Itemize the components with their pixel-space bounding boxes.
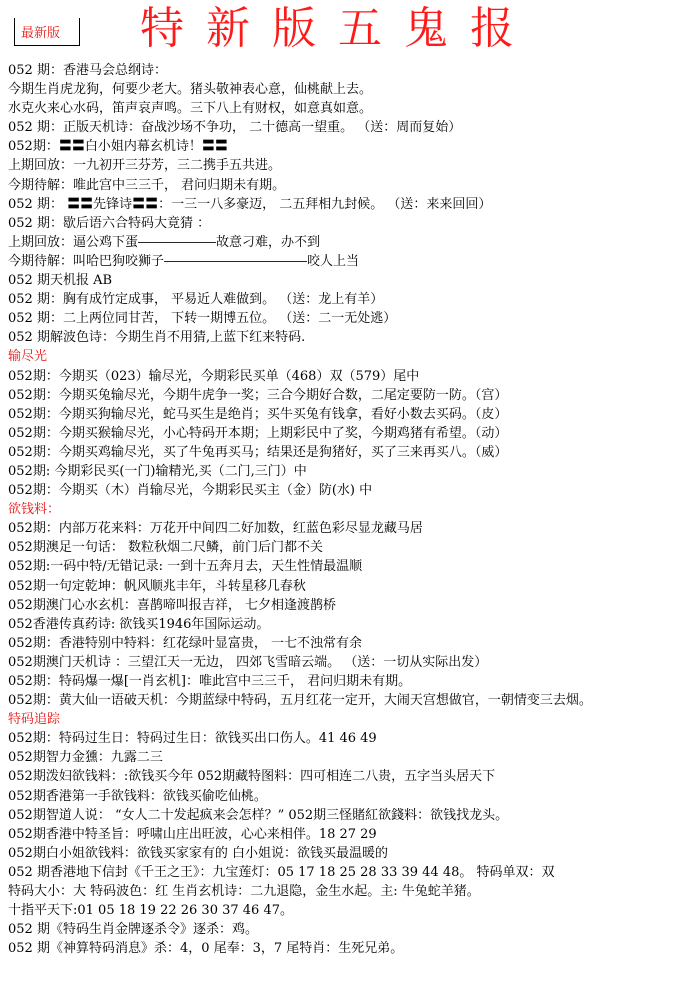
text-line: 052 期天机报 AB [8,273,113,289]
text-line: 052期香港中特圣旨：呼啸山庄出旺波，心心来相伴。18 27 29 [8,826,377,842]
text-line: 052期香港第一手欲钱料：欲钱买偷吃仙桃。 [8,788,267,804]
text-line: 052期：今期买狗输尽光，蛇马买生是绝肖；买牛买兔有钱拿，看好小数去买码。（皮） [8,406,508,422]
edition-label: 最新版 [21,26,61,41]
text-line: 052 期：二上两位同甘苦， 下转一期博五位。 （送：二一无处逃） [8,311,397,327]
text-line: 今期生肖虎龙狗，何要少老大。猪头敬神表心意，仙桃献上去。 [8,82,373,98]
text-line: 052 期《神算特码消息》杀：4，0 尾奉：3，7 尾特肖：生死兄弟。 [8,941,404,957]
text-line: 052期：〓〓白小姐内幕玄机诗！〓〓 [8,139,228,155]
page-title: 特新版五鬼报 [140,3,536,54]
text-line: 052期：今期买（023）输尽光，今期彩民买单（468）双（579）尾中 [8,368,420,384]
section-heading: 欲钱料： [8,502,61,518]
text-line: 052期智力金獯：九露二三 [8,750,163,766]
text-line: 052 期：歇后语六合特码大竟猜 ： [8,215,211,231]
text-line: 052期：香港特别中特料：红花绿叶显富贵， 一七不浊常有余 [8,635,362,651]
text-line: 今期待解：唯此宫中三三千， 君问归期未有期。 [8,177,286,193]
text-line: 052期：今期买兔输尽光，今期牛虎争一奖；三合今期好合数，二尾定要防一防。（宫） [8,387,508,403]
text-line: 052 期解波色诗：今期生肖不用猜,上蓝下红来特码. [8,330,306,346]
text-line: 052期一句定乾坤：帆风顺兆丰年，斗转星移几春秋 [8,578,306,594]
text-line: 052 期：正版天机诗：奋战沙场不争功， 二十德高一望重。 （送：周而复始） [8,120,462,136]
text-line: 052期：今期买（木）肖输尽光，今期彩民买主（金）防(水) 中 [8,483,373,499]
text-line: 052 期： 〓〓先锋诗〓〓：一三一八多豪迈， 二五拜相九封候。 （送：来来回回） [8,196,492,212]
document-body [8,61,692,958]
text-line: 052期：今期买鸡输尽光，买了牛兔再买马；结果还是狗猪好，买了三来再买八。（威） [8,444,508,460]
text-line: 052期澳门天机诗 ：三望江天一无边， 四郊飞雪暗云端。 （送：一切从实际出发） [8,654,488,670]
header [0,0,696,60]
text-line: 052香港传真药诗: 欲钱买1946年国际运动。 [8,616,270,632]
text-line: 052 期：香港马会总纲诗： [8,63,167,78]
text-line: 今期待解：叫哈巴狗咬狮子―――――――――――咬人上当 [8,253,360,269]
text-line: 052期智道人说： “女人二十发起疯来会怎样？” 052期三怪賭紅欲錢料：欲钱找龙头。 [8,807,509,823]
text-line: 052期: 今期彩民买(一门)输精光,买（二门,三门）中 [8,463,307,479]
text-line: 052期：特码过生日：特码过生日：欲钱买出口伤人。41 46 49 [8,731,377,747]
text-line: 052期：今期买猴输尽光，小心特码开本期；上期彩民中了奖，今期鸡猪有希望。（动） [8,425,508,441]
text-line: 上期回放：逼公鸡下蛋――――――故意刁难，办不到 [8,234,321,250]
text-line: 052期泼妇欲钱料：:欲钱买今年 052期藏特图料：四可相连二八贵，五字当头居天下 [8,769,496,785]
section-heading: 特码追踪 [8,712,61,728]
text-line: 052期:一码中特/无错记录: 一到十五奔月去，天生性情最温顺 [8,559,363,575]
text-line: 052期澳足一句话： 数粒秋烟二尺鳞，前门后门都不关 [8,540,323,556]
edition-box [14,18,80,46]
text-line: 052期：黄大仙一语破天机：今期蓝绿中特码，五月红花一定开，大闹天宫想做官，一朝情变三去烟。 [8,693,592,709]
section-heading: 输尽光 [8,349,48,365]
text-line: 052 期：胸有成竹定成事， 平易近人难做到。 （送：龙上有羊） [8,292,384,308]
text-line: 052期白小姐欲钱料：欲钱买家家有的 白小姐说：欲钱买最温暖的 [8,845,388,861]
text-line: 特码大小：大 特码波色：红 生肖玄机诗：二九退隐，金生水起。主: 牛兔蛇羊猪。 [8,884,480,900]
text-line: 上期回放：一九初开三芬芳，三二携手五共进。 [8,158,282,174]
text-line: 水克火来心水码，笛声哀声鸣。三下八上有财权，如意真如意。 [8,101,373,117]
text-line: 十指平天下:01 05 18 19 22 26 30 37 46 47。 [8,903,293,919]
text-line: 052期：内部万花来料：万花开中间四二好加数，红蓝色彩尽显龙藏马居 [8,521,423,537]
text-line: 052期澳门心水玄机：喜鹊啼叫报吉祥， 七夕相逢渡鹊桥 [8,597,336,613]
text-line: 052 期《特码生肖金牌逐杀令》逐杀：鸡。 [8,922,258,938]
text-line: 052 期香港地下信封《千王之王》：九宝莲灯：05 17 18 25 28 33 39 44 48。 特码单双：双 [8,864,555,880]
text-line: 052期：特码爆一爆[一肖玄机]：唯此宫中三三千， 君问归期未有期。 [8,674,412,689]
